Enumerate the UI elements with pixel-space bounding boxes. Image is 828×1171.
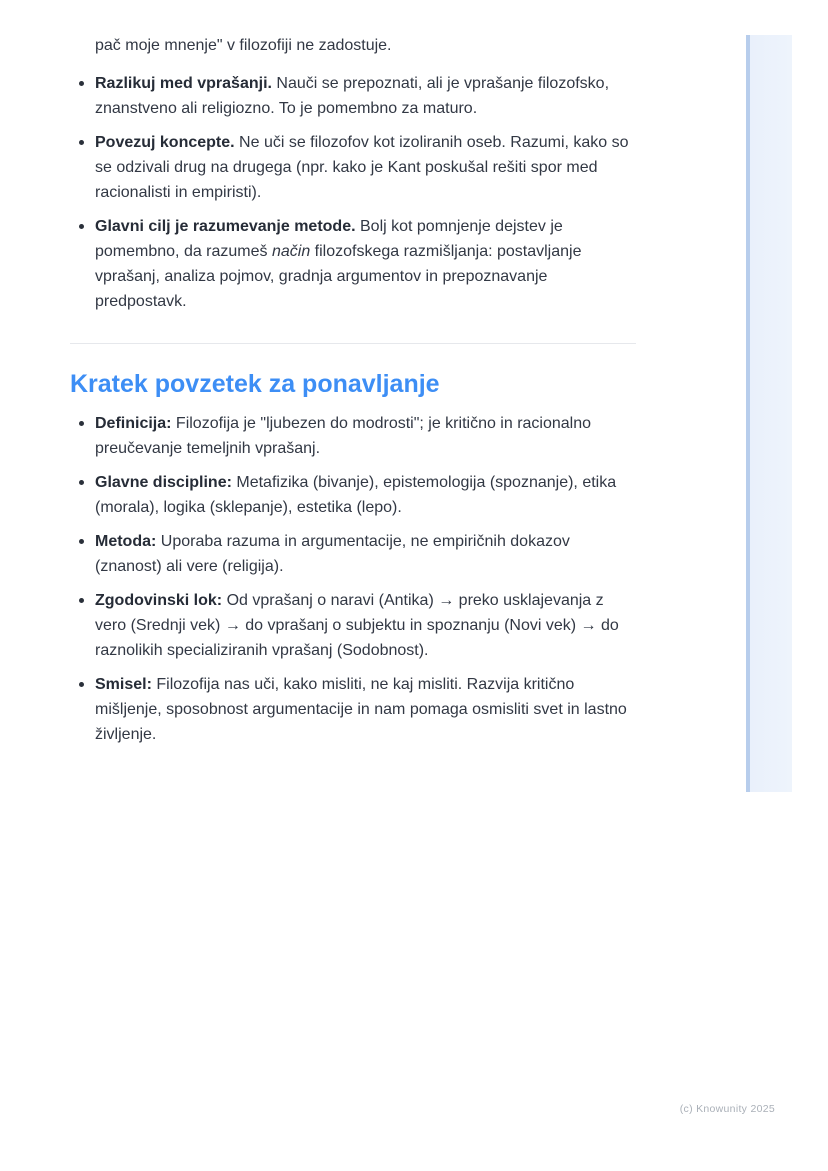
text-run: Ne uči se filozofov kot izoliranih oseb. Razumi, kako so se odzivali drug na drugega (npr. kako je Kant poskušal rešiti spor med racionalisti in empiristi).	[95, 134, 629, 201]
section-heading: Kratek povzetek za ponavljanje	[70, 370, 440, 398]
term-bold: Glavni cilj je razumevanje metode.	[95, 218, 356, 235]
section-divider	[70, 343, 636, 344]
list-item	[70, 470, 636, 520]
term-bold: Glavne discipline:	[95, 474, 232, 491]
page-content	[70, 33, 636, 756]
term-bold: Smisel:	[95, 676, 152, 693]
right-margin-bar	[746, 35, 792, 792]
text-run: Od vprašanj o naravi (Antika) → preko usklajevanja z vero (Srednji vek) → do vprašanj o subjektu in spoznanju (Novi vek) → do raznolikih specializiranih vprašanj (Sodobnost).	[95, 592, 619, 659]
term-bold: Povezuj koncepte.	[95, 134, 235, 151]
text-run: Filozofija je "ljubezen do modrosti"; je kritično in racionalno preučevanje temeljnih vprašanj.	[95, 415, 592, 457]
list-item	[70, 529, 636, 579]
study-tips-list	[70, 71, 636, 314]
paragraph-continuation: pač moje mnenje" v filozofiji ne zadostuje.	[95, 37, 392, 54]
term-bold: Razlikuj med vprašanji.	[95, 75, 272, 92]
copyright-footer: (c) Knowunity 2025	[679, 1103, 775, 1115]
text-run: Metafizika (bivanje), epistemologija (spoznanje), etika (morala), logika (sklepanje), estetika (lepo).	[95, 474, 617, 516]
term-bold: Metoda:	[95, 533, 157, 550]
text-run: Uporaba razuma in argumentacije, ne empiričnih dokazov (znanost) ali vere (religija).	[95, 533, 570, 575]
text-run: Bolj kot pomnjenje dejstev je pomembno, da razumeš	[95, 218, 563, 260]
text-run: Nauči se prepoznati, ali je vprašanje filozofsko, znanstveno ali religiozno. To je pomembno za maturo.	[95, 75, 610, 117]
summary-list	[70, 411, 636, 747]
term-bold: Zgodovinski lok:	[95, 592, 223, 609]
list-item	[70, 588, 636, 663]
list-item	[70, 411, 636, 461]
text-run: Filozofija nas uči, kako misliti, ne kaj misliti. Razvija kritično mišljenje, sposobnost argumentacije in nam pomaga osmisliti svet in lastno življenje.	[95, 676, 627, 743]
text-run: filozofskega razmišljanja: postavljanje vprašanj, analiza pojmov, gradnja argumentov in prepoznavanje predpostavk.	[95, 243, 582, 310]
list-item	[70, 214, 636, 314]
term-bold: Definicija:	[95, 415, 172, 432]
list-item	[70, 672, 636, 747]
emphasis-italic: način	[271, 243, 311, 260]
list-item	[70, 130, 636, 205]
list-item	[70, 71, 636, 121]
